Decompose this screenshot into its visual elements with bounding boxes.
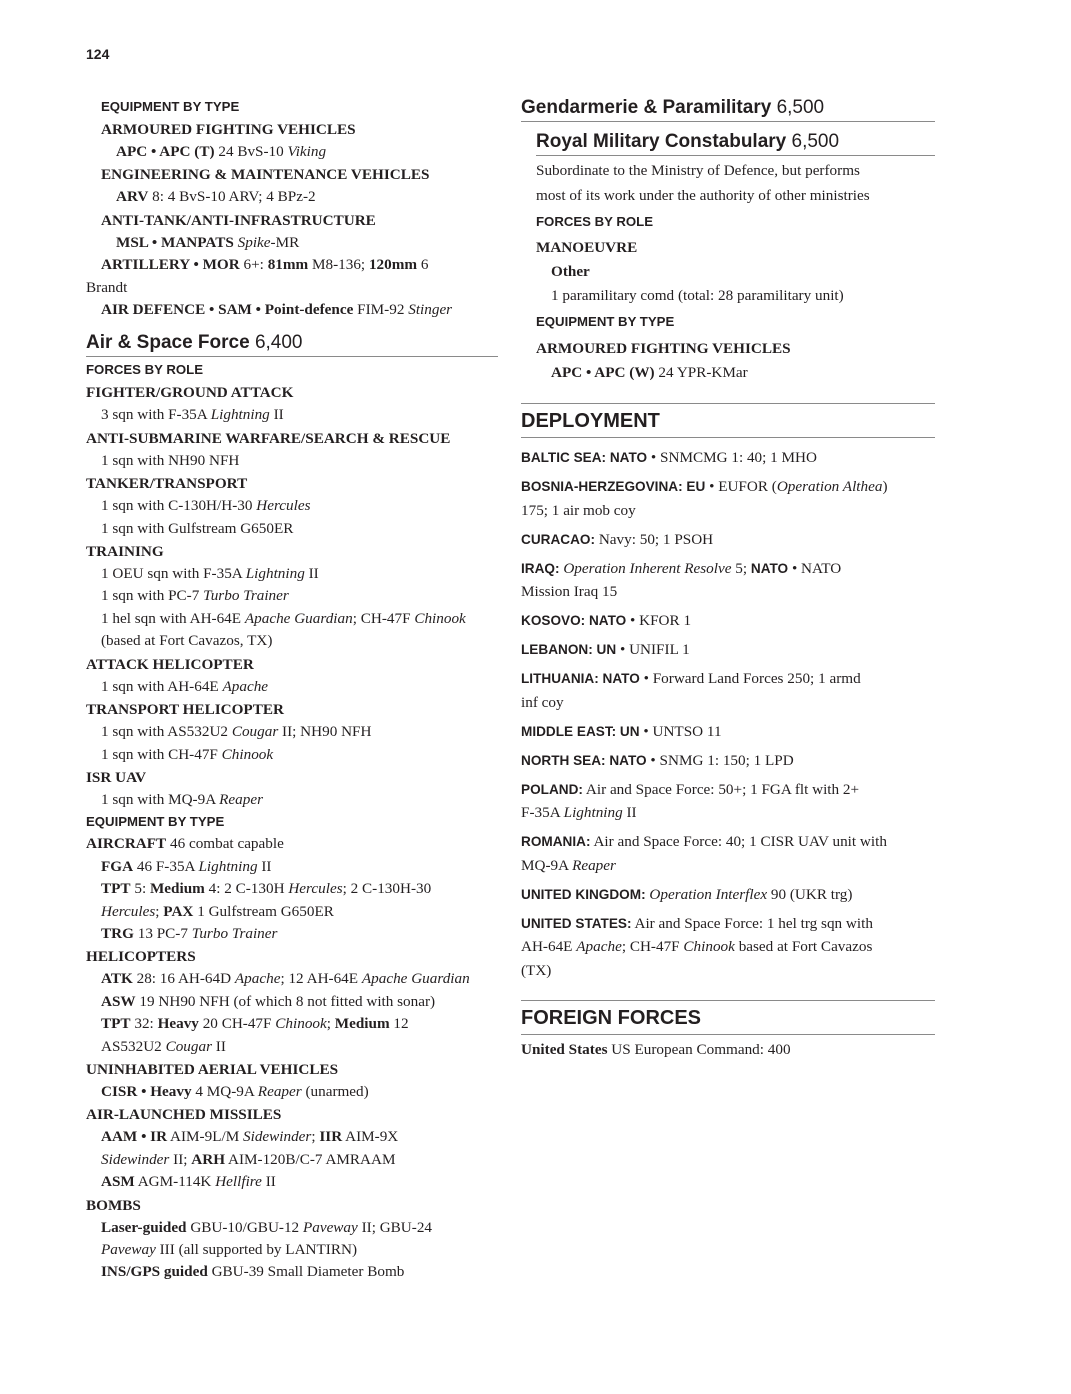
list-item: TRG 13 PC-7 Turbo Trainer bbox=[101, 924, 278, 942]
page-number: 124 bbox=[86, 46, 110, 62]
deployment-entry: POLAND: Air and Space Force: 50+; 1 FGA flt with 2+ F-35A Lightning II bbox=[521, 780, 860, 821]
list-item: 1 OEU sqn with F-35A Lightning II bbox=[101, 565, 319, 583]
list-item: TPT 32: Heavy 20 CH-47F Chinook; Medium 12 bbox=[101, 1015, 409, 1033]
fga-category: FIGHTER/GROUND ATTACK bbox=[86, 384, 294, 402]
list-item: INS/GPS guided GBU-39 Small Diameter Bomb bbox=[101, 1263, 405, 1281]
afv-category: ARMOURED FIGHTING VEHICLES bbox=[536, 340, 791, 357]
msl-entry: MSL • MANPATS Spike-MR bbox=[116, 233, 300, 251]
deployment-entry: UNITED STATES: Air and Space Force: 1 hel trg sqn with AH-64E Apache; CH-47F Chinook based at Fort Cavazos (TX) bbox=[521, 914, 873, 979]
artillery-entry-cont: Brandt bbox=[86, 278, 128, 296]
foreign-forces-title: FOREIGN FORCES bbox=[521, 1000, 935, 1035]
deployment-entry: CURACAO: Navy: 50; 1 PSOH bbox=[521, 530, 714, 548]
army-equipment-section bbox=[86, 96, 498, 321]
deployment-entry: LEBANON: UN • UNIFIL 1 bbox=[521, 641, 690, 658]
list-item: TPT 5: Medium 4: 2 C-130H Hercules; 2 C-130H-30 bbox=[101, 880, 432, 898]
list-item: 1 sqn with PC-7 Turbo Trainer bbox=[101, 587, 289, 605]
list-item: 1 sqn with AH-64E Apache bbox=[101, 677, 269, 695]
list-item: 3 sqn with F-35A Lightning II bbox=[101, 406, 284, 424]
at-category: ANTI-TANK/ANTI-INFRASTRUCTURE bbox=[101, 211, 376, 229]
attack-helicopter-category: ATTACK HELICOPTER bbox=[86, 655, 254, 673]
helicopters-category: HELICOPTERS bbox=[86, 948, 196, 966]
equipment-by-type-heading: EQUIPMENT BY TYPE bbox=[101, 99, 240, 114]
list-item: ASW 19 NH90 NFH (of which 8 not fitted with sonar) bbox=[101, 992, 436, 1010]
deployment-entry: LITHUANIA: NATO • Forward Land Forces 250; 1 armd inf coy bbox=[521, 670, 861, 711]
gendarmerie-title: Gendarmerie & Paramilitary 6,500 bbox=[521, 96, 935, 122]
list-item: (based at Fort Cavazos, TX) bbox=[101, 632, 273, 650]
asw-category: ANTI-SUBMARINE WARFARE/SEARCH & RESCUE bbox=[86, 429, 451, 447]
uav-category: UNINHABITED AERIAL VEHICLES bbox=[86, 1060, 339, 1078]
list-item: 1 sqn with NH90 NFH bbox=[101, 451, 240, 469]
list-item: FGA 46 F-35A Lightning II bbox=[101, 857, 272, 875]
deployment-entry: IRAQ: Operation Inherent Resolve 5; NATO • NATO Mission Iraq 15 bbox=[521, 559, 842, 600]
list-item: 1 sqn with CH-47F Chinook bbox=[101, 745, 274, 763]
equipment-by-type-heading: EQUIPMENT BY TYPE bbox=[536, 314, 675, 329]
forces-by-role-heading: FORCES BY ROLE bbox=[86, 362, 203, 378]
forces-by-role-heading: FORCES BY ROLE bbox=[536, 214, 653, 229]
deployment-section bbox=[521, 403, 935, 982]
list-item: ATK 28: 16 AH-64D Apache; 12 AH-64E Apache Guardian bbox=[101, 970, 470, 988]
aircraft-category: AIRCRAFT 46 combat capable bbox=[86, 835, 284, 853]
foreign-forces-section bbox=[521, 1000, 935, 1062]
list-item: AS532U2 Cougar II bbox=[101, 1037, 226, 1055]
list-item: AAM • IR AIM-9L/M Sidewinder; IIR AIM-9X bbox=[101, 1128, 399, 1146]
list-item: 1 sqn with C-130H/H-30 Hercules bbox=[101, 497, 311, 515]
list-item: APC • APC (W) 24 YPR-KMar bbox=[551, 364, 748, 381]
list-item: ASM AGM-114K Hellfire II bbox=[101, 1173, 276, 1191]
tanker-category: TANKER/TRANSPORT bbox=[86, 475, 248, 493]
right-column bbox=[521, 96, 935, 1062]
foreign-forces-entry: United States US European Command: 400 bbox=[521, 1041, 791, 1058]
constabulary-description: Subordinate to the Ministry of Defence, but performs bbox=[536, 162, 860, 179]
air-defence-entry: AIR DEFENCE • SAM • Point-defence FIM-92 Stinger bbox=[101, 301, 453, 319]
deployment-entry: ROMANIA: Air and Space Force: 40; 1 CISR UAV unit with MQ-9A Reaper bbox=[521, 833, 887, 874]
training-category: TRAINING bbox=[86, 543, 164, 561]
list-item: Paveway III (all supported by LANTIRN) bbox=[101, 1241, 358, 1258]
bombs-category: BOMBS bbox=[86, 1196, 141, 1214]
list-item: 1 sqn with MQ-9A Reaper bbox=[101, 790, 263, 808]
constabulary-section bbox=[521, 130, 935, 385]
apc-entry: APC • APC (T) 24 BvS-10 Viking bbox=[116, 143, 327, 160]
isr-uav-category: ISR UAV bbox=[86, 768, 147, 786]
deployment-entry: BOSNIA-HERZEGOVINA: EU • EUFOR (Operation Althea) 175; 1 air mob coy bbox=[521, 478, 888, 519]
air-force-title: Air & Space Force 6,400 bbox=[86, 331, 498, 357]
manoeuvre-category: MANOEUVRE bbox=[536, 239, 638, 256]
artillery-entry: ARTILLERY • MOR 6+: 81mm M8-136; 120mm 6 bbox=[101, 256, 429, 274]
transport-helicopter-category: TRANSPORT HELICOPTER bbox=[86, 701, 284, 719]
list-item: Hercules; PAX 1 Gulfstream G650ER bbox=[101, 902, 334, 920]
list-item: CISR • Heavy 4 MQ-9A Reaper (unarmed) bbox=[101, 1082, 369, 1100]
deployment-entry: NORTH SEA: NATO • SNMG 1: 150; 1 LPD bbox=[521, 751, 794, 769]
emv-category: ENGINEERING & MAINTENANCE VEHICLES bbox=[101, 166, 430, 184]
list-item: 1 hel sqn with AH-64E Apache Guardian; CH-47F Chinook bbox=[101, 609, 466, 627]
left-column bbox=[86, 96, 498, 1284]
deployment-entry: BALTIC SEA: NATO • SNMCMG 1: 40; 1 MHO bbox=[521, 449, 817, 466]
afv-category: ARMOURED FIGHTING VEHICLES bbox=[101, 121, 356, 138]
deployment-title: DEPLOYMENT bbox=[521, 403, 935, 438]
list-item: Sidewinder II; ARH AIM-120B/C-7 AMRAAM bbox=[101, 1150, 396, 1168]
constabulary-description-cont: most of its work under the authority of other ministries bbox=[536, 187, 870, 204]
list-item: 1 sqn with AS532U2 Cougar II; NH90 NFH bbox=[101, 723, 372, 741]
equipment-by-type-heading: EQUIPMENT BY TYPE bbox=[86, 814, 225, 830]
list-item: 1 sqn with Gulfstream G650ER bbox=[101, 519, 294, 537]
missiles-category: AIR-LAUNCHED MISSILES bbox=[86, 1106, 282, 1124]
deployment-entry: UNITED KINGDOM: Operation Interflex 90 (UKR trg) bbox=[521, 885, 853, 903]
deployment-entry: KOSOVO: NATO • KFOR 1 bbox=[521, 612, 692, 629]
other-subcategory: Other bbox=[551, 263, 590, 280]
air-force-section bbox=[86, 331, 498, 1283]
arv-entry: ARV 8: 4 BvS-10 ARV; 4 BPz-2 bbox=[116, 188, 316, 206]
list-item: 1 paramilitary comd (total: 28 paramilitary unit) bbox=[551, 287, 844, 304]
constabulary-title: Royal Military Constabulary 6,500 bbox=[536, 130, 935, 156]
deployment-entry: MIDDLE EAST: UN • UNTSO 11 bbox=[521, 722, 722, 740]
list-item: Laser-guided GBU-10/GBU-12 Paveway II; GBU-24 bbox=[101, 1218, 433, 1236]
